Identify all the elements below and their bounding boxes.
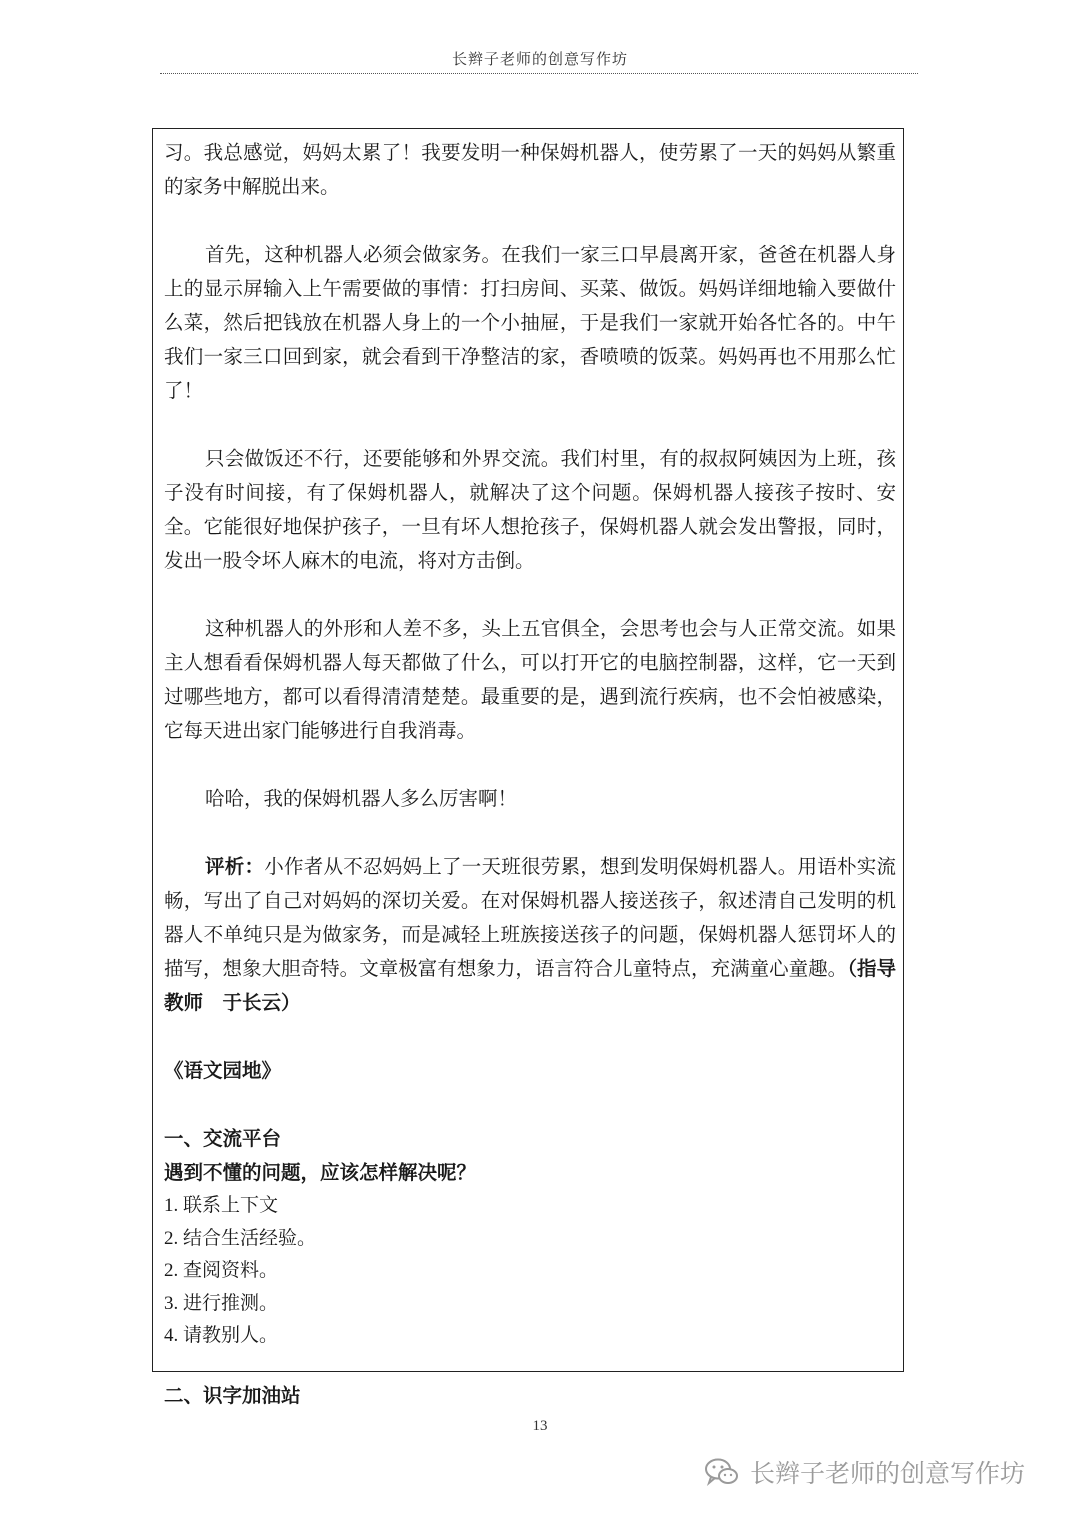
comment-label: 评析： — [204, 855, 265, 878]
document-body — [164, 136, 896, 1413]
paragraph-4: 这种机器人的外形和人差不多，头上五官俱全，会思考也会与人正常交流。如果主人想看看保姆机器人每天都做了什么，可以打开它的电脑控制器，这样，它一天到过哪些地方，都可以看得清清楚楚。最重要的是，遇到流行疾病，也不会怕被感染，它每天进出家门能够进行自我消毒。 — [164, 617, 896, 742]
list-item: 2. 查阅资料。 — [164, 1260, 279, 1281]
header-divider — [160, 73, 918, 74]
list-item: 4. 请教别人。 — [164, 1325, 279, 1346]
question-heading: 遇到不懂的问题，应该怎样解决呢？ — [164, 1161, 477, 1184]
page-number: 13 — [532, 1418, 548, 1434]
part2-title: 二、识字加油站 — [164, 1383, 301, 1407]
list-item: 3. 进行推测。 — [164, 1292, 279, 1314]
teacher-credit: （指导教师 于长云） — [164, 957, 896, 1014]
watermark — [704, 1452, 1025, 1492]
list-item: 1. 联系上下文 — [164, 1195, 279, 1216]
watermark-text: 长辫子老师的创意写作坊 — [750, 1459, 1026, 1488]
wechat-icon — [704, 1457, 740, 1487]
paragraph-2: 首先，这种机器人必须会做家务。在我们一家三口早晨离开家，爸爸在机器人身上的显示屏输入上午需要做的事情：打扫房间、买菜、做饭。妈妈详细地输入要做什么菜，然后把钱放在机器人身上的一个小抽屉，于是我们一家就开始各忙各的。中午我们一家三口回到家，就会看到干净整洁的家，香喷喷的饭菜。妈妈再也不用那么忙了！ — [164, 243, 896, 402]
part1-title: 一、交流平台 — [164, 1127, 282, 1150]
list-item: 2. 结合生活经验。 — [164, 1227, 317, 1249]
paragraph-5: 哈哈，我的保姆机器人多么厉害啊！ — [204, 787, 517, 810]
section-title: 《语文园地》 — [164, 1059, 282, 1082]
comment-paragraph — [164, 850, 896, 1020]
page-header: 长辫子老师的创意写作坊 — [451, 50, 628, 68]
paragraph-3: 只会做饭还不行，还要能够和外界交流。我们村里，有的叔叔阿姨因为上班，孩子没有时间接，有了保姆机器人，就解决了这个问题。保姆机器人接孩子按时、安全。它能很好地保护孩子，一旦有坏人想抢孩子，保姆机器人就会发出警报，同时，发出一股令坏人麻木的电流，将对方击倒。 — [164, 447, 896, 572]
paragraph-1: 习。我总感觉，妈妈太累了！我要发明一种保姆机器人，使劳累了一天的妈妈从繁重的家务中解脱出来。 — [164, 141, 896, 198]
comment-text: 小作者从不忍妈妈上了一天班很劳累，想到发明保姆机器人。用语朴实流畅，写出了自己对妈妈的深切关爱。在对保姆机器人接送孩子，叙述清自己发明的机器人不单纯只是为做家务，而是减轻上班族接送孩子的问题，保姆机器人惩罚坏人的描写，想象大胆奇特。文章极富有想象力，语言符合儿童特点，充满童心童趣。 — [164, 855, 896, 980]
